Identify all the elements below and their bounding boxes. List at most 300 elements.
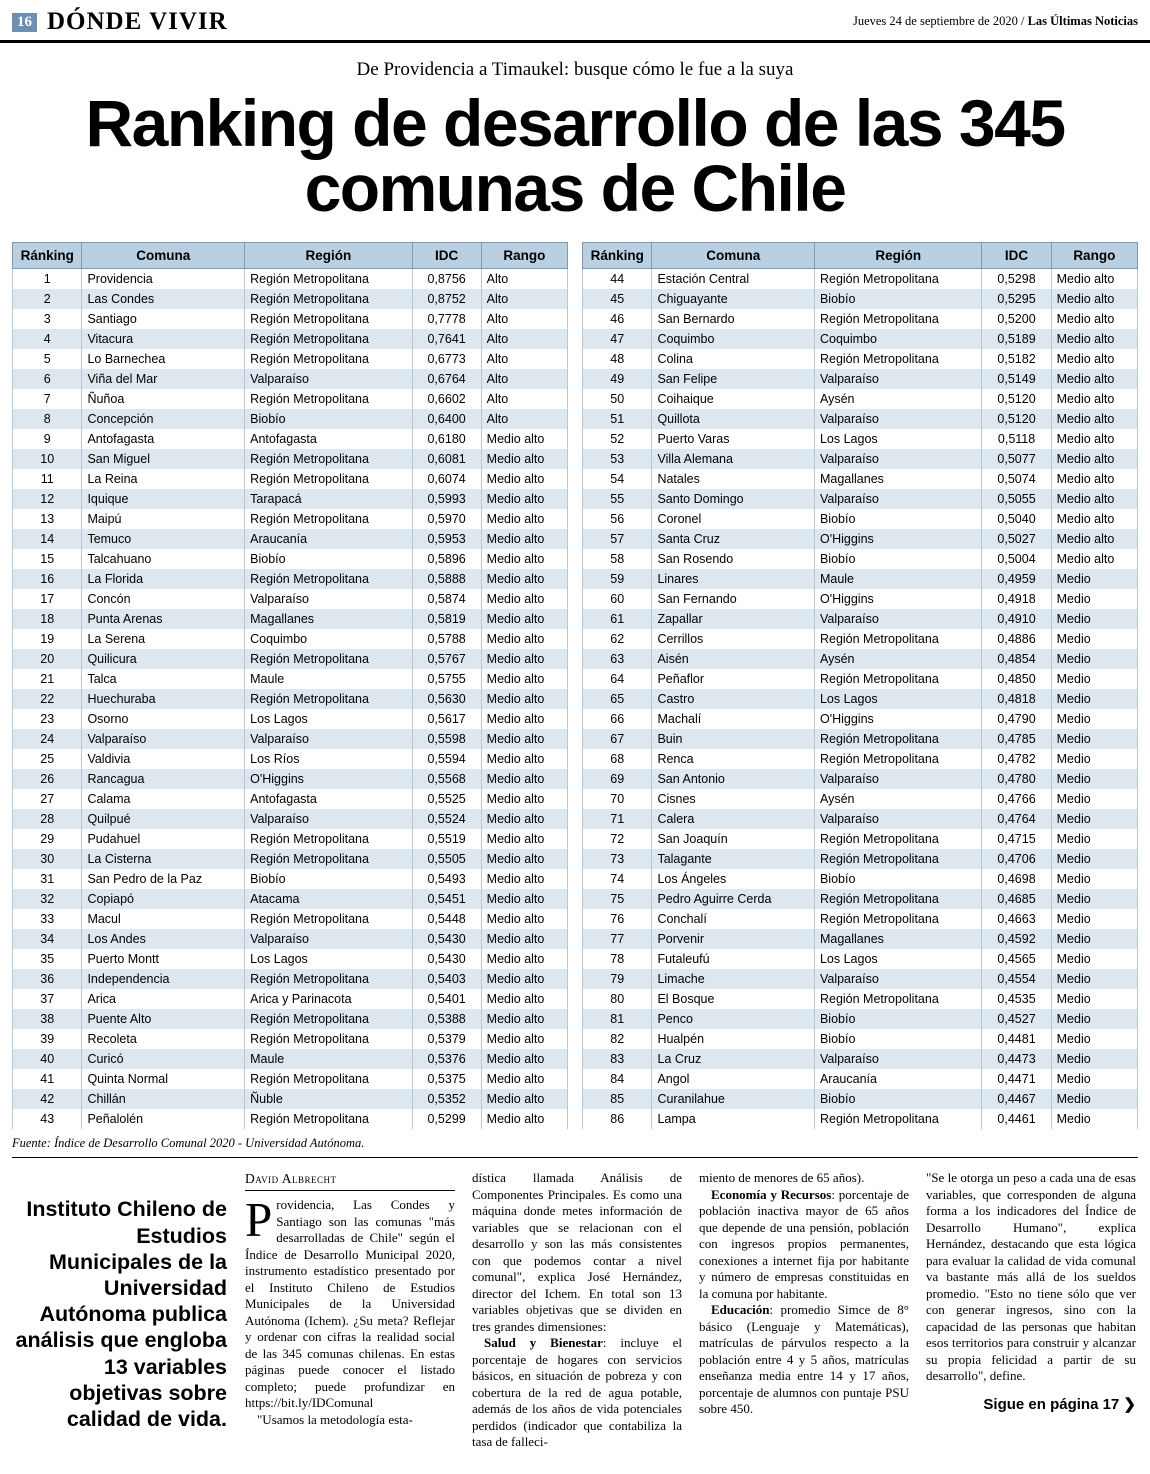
cell-region: Tarapacá (245, 489, 412, 509)
cell-region: Región Metropolitana (245, 449, 412, 469)
masthead-date (853, 14, 1138, 31)
paragraph-text: : porcentaje de población inactiva mayor de 65 años que depende de una pensión, población con ingresos propios permanentes, conexiones a internet fija por habitante y número de empresas constituidas en la comuna por habitante. (699, 1186, 909, 1301)
cell-rango: Medio alto (1051, 389, 1137, 409)
cell-idc: 0,6400 (412, 409, 481, 429)
cell-rango: Medio alto (481, 889, 567, 909)
cell-ranking: 5 (13, 349, 82, 369)
cell-idc: 0,5755 (412, 669, 481, 689)
cell-rango: Medio alto (481, 829, 567, 849)
cell-comuna: La Florida (82, 569, 245, 589)
cell-ranking: 65 (583, 689, 652, 709)
cell-idc: 0,5524 (412, 809, 481, 829)
table-row (13, 389, 568, 409)
cell-idc: 0,5376 (412, 1049, 481, 1069)
cell-comuna: Valparaíso (82, 729, 245, 749)
cell-rango: Medio alto (481, 529, 567, 549)
table-row (13, 309, 568, 329)
cell-region: Región Metropolitana (814, 629, 981, 649)
cell-rango: Medio alto (1051, 349, 1137, 369)
cell-idc: 0,4818 (982, 689, 1051, 709)
cell-region: Biobío (814, 1089, 981, 1109)
table-row (583, 569, 1138, 589)
cell-ranking: 49 (583, 369, 652, 389)
cell-comuna: Independencia (82, 969, 245, 989)
cell-comuna: Castro (652, 689, 815, 709)
cell-ranking: 68 (583, 749, 652, 769)
table-row (13, 849, 568, 869)
cell-rango: Medio (1051, 889, 1137, 909)
page-title: Ranking de desarrollo de las 345 comunas de Chile (85, 86, 1065, 225)
cell-rango: Medio (1051, 949, 1137, 969)
cell-rango: Medio alto (481, 589, 567, 609)
cell-ranking: 42 (13, 1089, 82, 1109)
cell-ranking: 41 (13, 1069, 82, 1089)
table-row (13, 989, 568, 1009)
standfirst: Instituto Chileno de Estudios Municipales de la Universidad Autónoma publica análisis que engloba 13 variables objetivas sobre calidad de vida. (15, 1197, 227, 1432)
cell-region: Región Metropolitana (245, 569, 412, 589)
cell-rango: Medio alto (481, 769, 567, 789)
cell-region: Región Metropolitana (245, 829, 412, 849)
cell-region: Maule (245, 669, 412, 689)
table-row (583, 589, 1138, 609)
cell-idc: 0,5993 (412, 489, 481, 509)
cell-rango: Medio alto (481, 669, 567, 689)
cell-rango: Medio alto (481, 1109, 567, 1129)
cell-idc: 0,5298 (982, 269, 1051, 290)
cell-region: Región Metropolitana (814, 349, 981, 369)
cell-ranking: 81 (583, 1009, 652, 1029)
continues-link[interactable]: Sigue en página 17 ❯ (983, 1395, 1136, 1413)
col-header-region: Región (814, 243, 981, 269)
table-row (13, 569, 568, 589)
cell-rango: Medio alto (481, 989, 567, 1009)
cell-ranking: 71 (583, 809, 652, 829)
cell-comuna: San Antonio (652, 769, 815, 789)
cell-ranking: 84 (583, 1069, 652, 1089)
cell-ranking: 55 (583, 489, 652, 509)
cell-region: Valparaíso (245, 729, 412, 749)
cell-ranking: 79 (583, 969, 652, 989)
cell-idc: 0,4565 (982, 949, 1051, 969)
cell-region: Ñuble (245, 1089, 412, 1109)
cell-idc: 0,5004 (982, 549, 1051, 569)
cell-idc: 0,5189 (982, 329, 1051, 349)
cell-ranking: 44 (583, 269, 652, 290)
cell-comuna: Quilpué (82, 809, 245, 829)
cell-rango: Medio alto (481, 1069, 567, 1089)
cell-rango: Medio alto (481, 1029, 567, 1049)
cell-rango: Medio alto (481, 449, 567, 469)
cell-region: Región Metropolitana (814, 669, 981, 689)
cell-comuna: Coronel (652, 509, 815, 529)
cell-idc: 0,5525 (412, 789, 481, 809)
cell-rango: Medio alto (481, 809, 567, 829)
table-row (13, 349, 568, 369)
cell-region: Araucanía (245, 529, 412, 549)
cell-ranking: 63 (583, 649, 652, 669)
table-row (583, 969, 1138, 989)
table-row (583, 1089, 1138, 1109)
table-row (13, 329, 568, 349)
cell-rango: Medio (1051, 589, 1137, 609)
table-row (13, 649, 568, 669)
cell-rango: Medio alto (1051, 469, 1137, 489)
cell-rango: Medio alto (481, 969, 567, 989)
table-row (13, 1109, 568, 1129)
cell-idc: 0,5598 (412, 729, 481, 749)
table-header-row (583, 243, 1138, 269)
cell-region: Maule (245, 1049, 412, 1069)
cell-ranking: 66 (583, 709, 652, 729)
paragraph (472, 1335, 682, 1451)
cell-rango: Medio alto (481, 649, 567, 669)
cell-comuna: Santo Domingo (652, 489, 815, 509)
cell-rango: Medio alto (481, 909, 567, 929)
cell-idc: 0,6074 (412, 469, 481, 489)
cell-comuna: Curicó (82, 1049, 245, 1069)
cell-idc: 0,4663 (982, 909, 1051, 929)
cell-comuna: San Bernardo (652, 309, 815, 329)
cell-region: Antofagasta (245, 429, 412, 449)
cell-ranking: 39 (13, 1029, 82, 1049)
cell-rango: Medio (1051, 609, 1137, 629)
cell-region: O'Higgins (814, 709, 981, 729)
cell-comuna: Calera (652, 809, 815, 829)
cell-region: Región Metropolitana (245, 269, 412, 290)
cell-idc: 0,4780 (982, 769, 1051, 789)
cell-region: Magallanes (814, 469, 981, 489)
cell-comuna: Quillota (652, 409, 815, 429)
cell-region: Valparaíso (814, 769, 981, 789)
cell-rango: Medio alto (1051, 549, 1137, 569)
cell-idc: 0,5403 (412, 969, 481, 989)
cell-comuna: Coquimbo (652, 329, 815, 349)
cell-region: Arica y Parinacota (245, 989, 412, 1009)
cell-rango: Medio alto (481, 429, 567, 449)
cell-idc: 0,5896 (412, 549, 481, 569)
cell-ranking: 30 (13, 849, 82, 869)
table-row (13, 809, 568, 829)
cell-rango: Alto (481, 389, 567, 409)
cell-ranking: 27 (13, 789, 82, 809)
cell-ranking: 75 (583, 889, 652, 909)
cell-rango: Medio (1051, 789, 1137, 809)
cell-comuna: Lampa (652, 1109, 815, 1129)
cell-region: Región Metropolitana (814, 909, 981, 929)
cell-region: Valparaíso (814, 1049, 981, 1069)
table-row (13, 589, 568, 609)
cell-ranking: 2 (13, 289, 82, 309)
cell-ranking: 53 (583, 449, 652, 469)
cell-rango: Medio (1051, 669, 1137, 689)
cell-comuna: Futaleufú (652, 949, 815, 969)
cell-region: Valparaíso (814, 809, 981, 829)
cell-ranking: 18 (13, 609, 82, 629)
paragraph: "Usamos la metodología esta- (257, 1411, 413, 1427)
cell-comuna: Pedro Aguirre Cerda (652, 889, 815, 909)
cell-idc: 0,5970 (412, 509, 481, 529)
table-row (583, 1049, 1138, 1069)
cell-rango: Medio (1051, 1009, 1137, 1029)
cell-idc: 0,5149 (982, 369, 1051, 389)
cell-ranking: 37 (13, 989, 82, 1009)
cell-ranking: 21 (13, 669, 82, 689)
table-row (583, 989, 1138, 1009)
cell-ranking: 4 (13, 329, 82, 349)
cell-rango: Medio alto (481, 629, 567, 649)
cell-idc: 0,4782 (982, 749, 1051, 769)
cell-region: Los Lagos (245, 709, 412, 729)
cell-comuna: Iquique (82, 489, 245, 509)
col-header-idc: IDC (412, 243, 481, 269)
cell-region: Región Metropolitana (245, 849, 412, 869)
col-header-comuna: Comuna (82, 243, 245, 269)
cell-comuna: El Bosque (652, 989, 815, 1009)
table-row (13, 909, 568, 929)
cell-idc: 0,4959 (982, 569, 1051, 589)
lead-term: Economía y Recursos (711, 1186, 832, 1202)
cell-comuna: La Reina (82, 469, 245, 489)
cell-idc: 0,4854 (982, 649, 1051, 669)
cell-ranking: 73 (583, 849, 652, 869)
cell-idc: 0,5401 (412, 989, 481, 1009)
cell-idc: 0,4918 (982, 589, 1051, 609)
col-header-region: Región (245, 243, 412, 269)
cell-comuna: Quinta Normal (82, 1069, 245, 1089)
cell-ranking: 22 (13, 689, 82, 709)
cell-comuna: Chillán (82, 1089, 245, 1109)
cell-idc: 0,4592 (982, 929, 1051, 949)
cell-rango: Medio (1051, 769, 1137, 789)
cell-region: Biobío (245, 549, 412, 569)
cell-ranking: 16 (13, 569, 82, 589)
table-row (13, 889, 568, 909)
table-row (13, 829, 568, 849)
lead-term: Salud y Bienestar (484, 1335, 603, 1351)
cell-rango: Medio (1051, 1049, 1137, 1069)
cell-comuna: Puerto Varas (652, 429, 815, 449)
cell-region: Región Metropolitana (245, 909, 412, 929)
cell-region: Biobío (245, 869, 412, 889)
cell-ranking: 36 (13, 969, 82, 989)
cell-idc: 0,6081 (412, 449, 481, 469)
cell-comuna: Renca (652, 749, 815, 769)
cell-idc: 0,5819 (412, 609, 481, 629)
cell-comuna: Aisén (652, 649, 815, 669)
cell-ranking: 33 (13, 909, 82, 929)
cell-ranking: 31 (13, 869, 82, 889)
cell-rango: Medio alto (1051, 409, 1137, 429)
cell-rango: Medio alto (481, 689, 567, 709)
cell-rango: Medio alto (1051, 529, 1137, 549)
cell-comuna: Arica (82, 989, 245, 1009)
cell-comuna: San Joaquín (652, 829, 815, 849)
cell-region: Valparaíso (245, 589, 412, 609)
cell-ranking: 45 (583, 289, 652, 309)
cell-idc: 0,5120 (982, 389, 1051, 409)
cell-comuna: Curanilahue (652, 1089, 815, 1109)
cell-region: Región Metropolitana (814, 849, 981, 869)
cell-comuna: Linares (652, 569, 815, 589)
table-row (583, 369, 1138, 389)
cell-comuna: Los Ángeles (652, 869, 815, 889)
cell-comuna: Quilicura (82, 649, 245, 669)
cell-idc: 0,4535 (982, 989, 1051, 1009)
cell-idc: 0,4886 (982, 629, 1051, 649)
cell-region: Región Metropolitana (814, 729, 981, 749)
cell-idc: 0,5200 (982, 309, 1051, 329)
table-row (13, 469, 568, 489)
table-row (13, 289, 568, 309)
cell-comuna: Talca (82, 669, 245, 689)
cell-comuna: Los Andes (82, 929, 245, 949)
cell-ranking: 34 (13, 929, 82, 949)
cell-region: Valparaíso (814, 449, 981, 469)
cell-rango: Medio (1051, 629, 1137, 649)
cell-rango: Alto (481, 289, 567, 309)
table-row (13, 749, 568, 769)
cell-rango: Alto (481, 409, 567, 429)
cell-idc: 0,4764 (982, 809, 1051, 829)
cell-idc: 0,7778 (412, 309, 481, 329)
cell-ranking: 20 (13, 649, 82, 669)
cell-rango: Alto (481, 309, 567, 329)
cell-idc: 0,5182 (982, 349, 1051, 369)
cell-comuna: Porvenir (652, 929, 815, 949)
table-row (583, 929, 1138, 949)
table-row (13, 709, 568, 729)
table-row (583, 549, 1138, 569)
table-row (13, 369, 568, 389)
cell-idc: 0,5767 (412, 649, 481, 669)
cell-rango: Medio alto (1051, 369, 1137, 389)
dropcap: P (245, 1192, 273, 1248)
cell-idc: 0,5630 (412, 689, 481, 709)
cell-ranking: 38 (13, 1009, 82, 1029)
cell-comuna: La Serena (82, 629, 245, 649)
cell-region: Región Metropolitana (245, 389, 412, 409)
cell-region: Biobío (814, 869, 981, 889)
cell-idc: 0,5375 (412, 1069, 481, 1089)
cell-idc: 0,4481 (982, 1029, 1051, 1049)
cell-comuna: Limache (652, 969, 815, 989)
cell-ranking: 15 (13, 549, 82, 569)
cell-rango: Alto (481, 369, 567, 389)
cell-comuna: Las Condes (82, 289, 245, 309)
cell-comuna: Santiago (82, 309, 245, 329)
cell-rango: Medio (1051, 969, 1137, 989)
masthead (0, 0, 1150, 43)
cell-region: Biobío (814, 1009, 981, 1029)
cell-idc: 0,6180 (412, 429, 481, 449)
article-column-4 (926, 1170, 1136, 1451)
cell-rango: Medio (1051, 729, 1137, 749)
paragraph (699, 1302, 909, 1418)
cell-comuna: Cisnes (652, 789, 815, 809)
cell-rango: Medio (1051, 569, 1137, 589)
cell-region: Valparaíso (245, 809, 412, 829)
paragraph-text: rovidencia, Las Condes y Santiago son las comunas "más desarrolladas de Chile" según el Índice de Desarrollo Municipal 2020, instrumento estadístico presentado por el Instituto Chileno de Estudios Municipales de la Universidad Autónoma (Ichem). ¿Su meta? Reflejar y ordenar con cifras la realidad social de las 345 comunas chilenas. En estas páginas puede conocer el listado completo; puede profundizar en https://bit.ly/IDComunal (245, 1197, 455, 1411)
cell-rango: Medio (1051, 929, 1137, 949)
cell-region: Valparaíso (814, 489, 981, 509)
cell-region: Región Metropolitana (245, 509, 412, 529)
cell-ranking: 29 (13, 829, 82, 849)
cell-rango: Medio (1051, 809, 1137, 829)
cell-region: Región Metropolitana (245, 329, 412, 349)
cell-region: Coquimbo (245, 629, 412, 649)
table-row (13, 1029, 568, 1049)
cell-ranking: 7 (13, 389, 82, 409)
cell-region: Los Ríos (245, 749, 412, 769)
cell-ranking: 50 (583, 389, 652, 409)
cell-ranking: 25 (13, 749, 82, 769)
cell-region: Magallanes (245, 609, 412, 629)
cell-comuna: Estación Central (652, 269, 815, 290)
cell-comuna: Penco (652, 1009, 815, 1029)
cell-rango: Medio alto (481, 869, 567, 889)
cell-idc: 0,4471 (982, 1069, 1051, 1089)
cell-comuna: Punta Arenas (82, 609, 245, 629)
table-row (583, 669, 1138, 689)
cell-idc: 0,5788 (412, 629, 481, 649)
cell-idc: 0,5888 (412, 569, 481, 589)
cell-region: Biobío (814, 1029, 981, 1049)
cell-comuna: Coihaique (652, 389, 815, 409)
table-row (13, 969, 568, 989)
cell-region: Valparaíso (814, 969, 981, 989)
cell-ranking: 54 (583, 469, 652, 489)
cell-rango: Alto (481, 269, 567, 290)
cell-region: Biobío (814, 549, 981, 569)
table-row (13, 489, 568, 509)
cell-region: Valparaíso (245, 929, 412, 949)
cell-region: Valparaíso (814, 409, 981, 429)
table-row (583, 869, 1138, 889)
cell-comuna: Natales (652, 469, 815, 489)
cell-comuna: Talagante (652, 849, 815, 869)
cell-idc: 0,4785 (982, 729, 1051, 749)
col-header-ranking: Ránking (583, 243, 652, 269)
table-row (583, 529, 1138, 549)
table-row (583, 329, 1138, 349)
cell-rango: Medio (1051, 989, 1137, 1009)
cell-region: Región Metropolitana (245, 1029, 412, 1049)
ranking-tables (12, 242, 1138, 1129)
paper-name: Las Últimas Noticias (1027, 13, 1138, 28)
cell-region: Araucanía (814, 1069, 981, 1089)
ranking-table-right (582, 242, 1138, 1129)
table-row (13, 929, 568, 949)
cell-ranking: 17 (13, 589, 82, 609)
cell-rango: Medio (1051, 1029, 1137, 1049)
cell-comuna: Concón (82, 589, 245, 609)
cell-comuna: Hualpén (652, 1029, 815, 1049)
cell-ranking: 14 (13, 529, 82, 549)
cell-region: Región Metropolitana (814, 269, 981, 290)
cell-region: Región Metropolitana (245, 649, 412, 669)
table-row (13, 769, 568, 789)
cell-comuna: Talcahuano (82, 549, 245, 569)
cell-region: Los Lagos (814, 689, 981, 709)
cell-idc: 0,4685 (982, 889, 1051, 909)
cell-rango: Medio alto (481, 849, 567, 869)
cell-ranking: 23 (13, 709, 82, 729)
cell-rango: Medio (1051, 869, 1137, 889)
cell-region: Aysén (814, 789, 981, 809)
cell-region: Región Metropolitana (245, 289, 412, 309)
cell-rango: Medio (1051, 689, 1137, 709)
cell-comuna: San Pedro de la Paz (82, 869, 245, 889)
